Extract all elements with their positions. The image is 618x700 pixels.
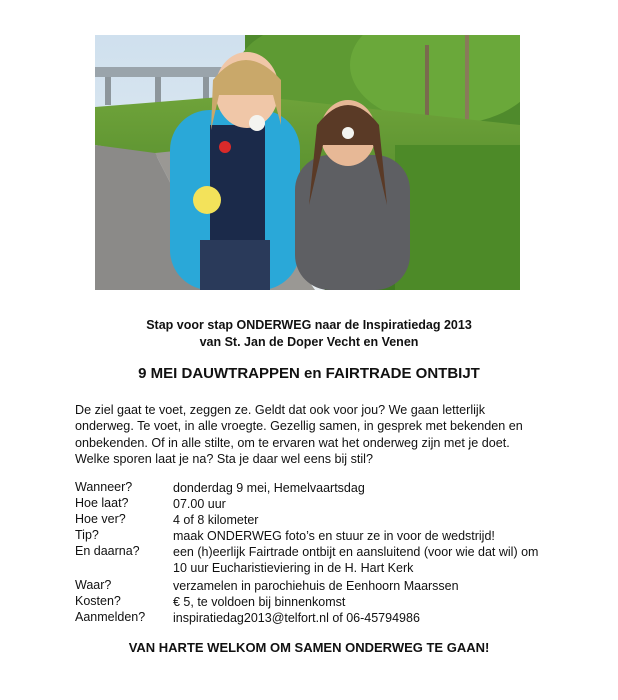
detail-value: maak ONDERWEG foto’s en stuur ze in voor de wedstrijd! — [173, 529, 495, 543]
flyer-photo — [95, 35, 520, 290]
detail-value: een (h)eerlijk Fairtrade ontbijt en aansluitend (voor wie dat wil) om 10 uur Eucharistieviering in de H. Hart Kerk — [173, 545, 539, 575]
detail-value: € 5, te voldoen bij binnenkomst — [173, 595, 346, 609]
detail-value: verzamelen in parochiehuis de Eenhoorn Maarssen — [173, 579, 459, 593]
detail-value: inspiratiedag2013@telfort.nl of 06-45794986 — [173, 611, 420, 625]
detail-label: Hoe laat? — [75, 496, 129, 510]
detail-label: Aanmelden? — [75, 610, 146, 624]
detail-value: 4 of 8 kilometer — [173, 513, 259, 527]
detail-label: En daarna? — [75, 544, 140, 558]
detail-label: Wanneer? — [75, 480, 133, 494]
detail-label: Waar? — [75, 578, 112, 592]
headline: 9 MEI DAUWTRAPPEN en FAIRTRADE ONTBIJT — [138, 365, 480, 382]
detail-value: donderdag 9 mei, Hemelvaartsdag — [173, 481, 365, 495]
photo-illustration — [95, 35, 520, 290]
intro-paragraph: De ziel gaat te voet, zeggen ze. Geldt dat ook voor jou? We gaan letterlijk onderweg. Te voet, in alle vroegte. Gezellig samen, in gesprek met bekenden en onbekenden. Of in alle stilte, om te ervaren wat het onderweg zijn met je doet. Welke sporen laat je na? Sta je daar wel eens bij stil? — [75, 403, 523, 467]
detail-label: Hoe ver? — [75, 512, 126, 526]
detail-value: 07.00 uur — [173, 497, 226, 511]
closing-line: VAN HARTE WELKOM OM SAMEN ONDERWEG TE GAAN! — [128, 640, 490, 655]
detail-label: Tip? — [75, 528, 99, 542]
detail-label: Kosten? — [75, 594, 121, 608]
subtitle-line-1: Stap voor stap ONDERWEG naar de Inspiratiedag 2013 — [146, 318, 472, 332]
subtitle-line-2: van St. Jan de Doper Vecht en Venen — [199, 335, 419, 349]
